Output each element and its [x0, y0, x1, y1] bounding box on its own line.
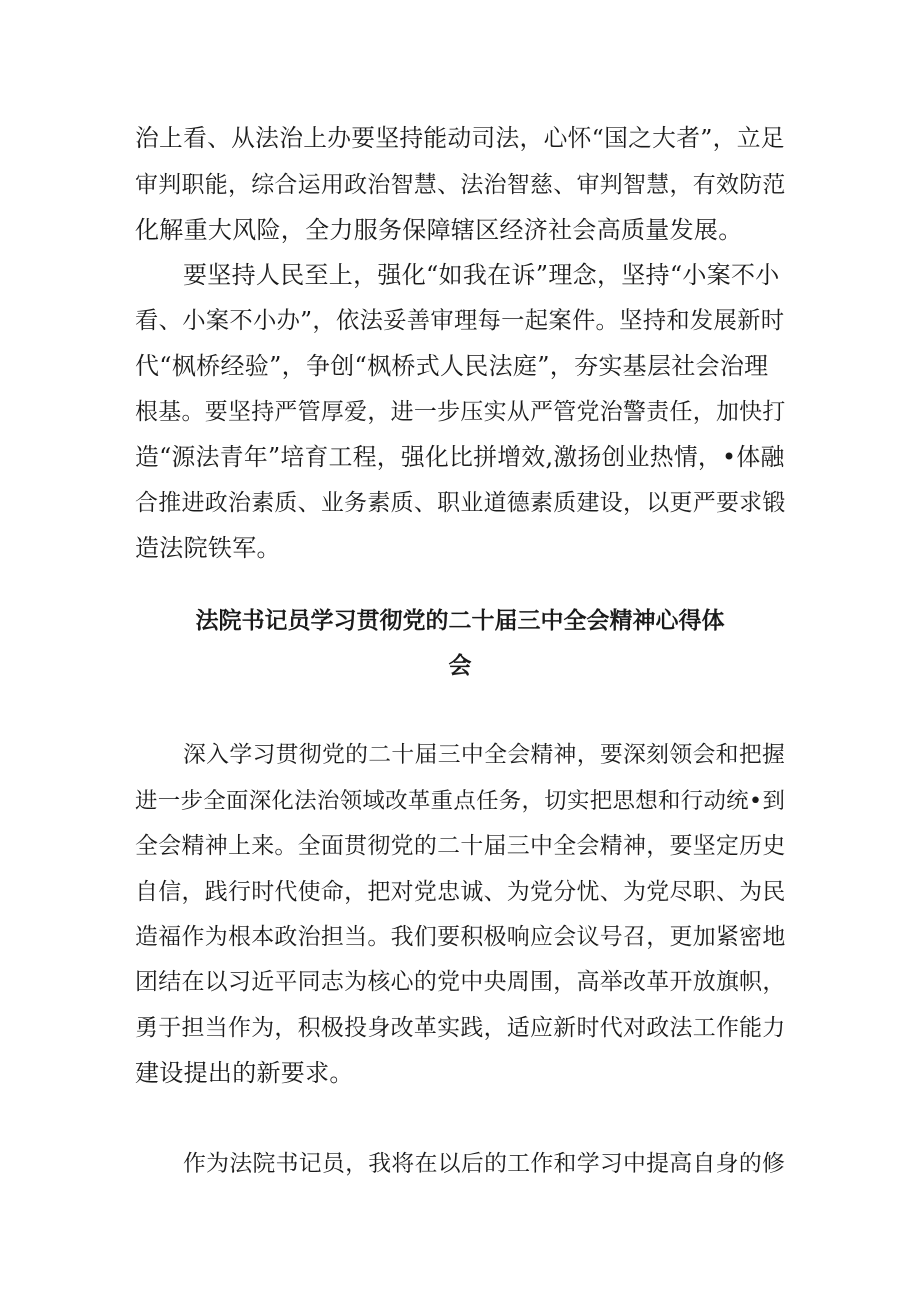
paragraph-3-line-6: 团结在以习近平同志为核心的党中央周围，高举改革开放旗帜，: [135, 969, 786, 995]
paragraph-2-line-1: 要坚持人民至上，强化“如我在诉”理念，坚持“小案不小: [183, 261, 780, 289]
paragraph-2-line-2: 看、小案不小办”，依法妥善审理每一起案件。坚持和发展新时: [135, 307, 785, 334]
paragraph-3-line-5: 造福作为根本政治担当。我们要积极响应会议号召，更加紧密地: [135, 924, 786, 950]
paragraph-1-line-2: 审判职能，综合运用政治智慧、法治智慈、审判智慧，有效防范: [135, 172, 786, 198]
paragraph-4-line-1: 作为法院书记员，我将在以后的工作和学习中提高自身的修: [183, 1151, 786, 1177]
section-title-line-1: 法院书记员学习贯彻党的二十届三中全会精神心得体: [195, 608, 725, 634]
paragraph-3-line-4: 自信，践行时代使命，把对党忠诚、为党分忧、为党尽职、为民: [135, 879, 786, 905]
paragraph-3-line-2: 进一步全面深化法治领域改革重点任务，切实把思想和行动统•到: [135, 788, 786, 814]
paragraph-2-line-6: 合推进政治素质、业务素质、职业道德素质建设，以更严要求锻: [135, 490, 786, 516]
paragraph-2-line-3: 代“枫桥经验”，争创“枫桥式人民法庭”，夯实基层社会治理: [135, 352, 769, 380]
paragraph-3-line-3: 全会精神上来。全面贯彻党的二十届三中全会精神，要坚定历史: [135, 833, 786, 859]
paragraph-2-line-7: 造法院铁军。: [135, 534, 281, 562]
paragraph-1-line-1: 治上看、从法治上办要坚持能动司法，心怀“国之大者”，立足: [135, 124, 785, 152]
paragraph-3-line-8: 建设提出的新要求。: [135, 1059, 354, 1087]
paragraph-3-line-7: 勇于担当作为，积极投身改革实践，适应新时代对政法工作能力: [135, 1015, 786, 1041]
paragraph-1-line-3: 化解重大风险，全力服务保障辖区经济社会高质量发展。: [135, 216, 743, 244]
paragraph-2-line-4: 根基。要坚持严管厚爱，进一步压实从严管党治警责任，加快打: [135, 399, 786, 425]
paragraph-3-line-1: 深入学习贯彻党的二十届三中全会精神，要深刻领会和把握: [183, 742, 786, 768]
paragraph-2-line-5: 造“源法青年”培育工程，强化比拼增效,激扬创业热情，•体融: [135, 443, 785, 471]
section-title-line-2: 会: [448, 653, 472, 679]
